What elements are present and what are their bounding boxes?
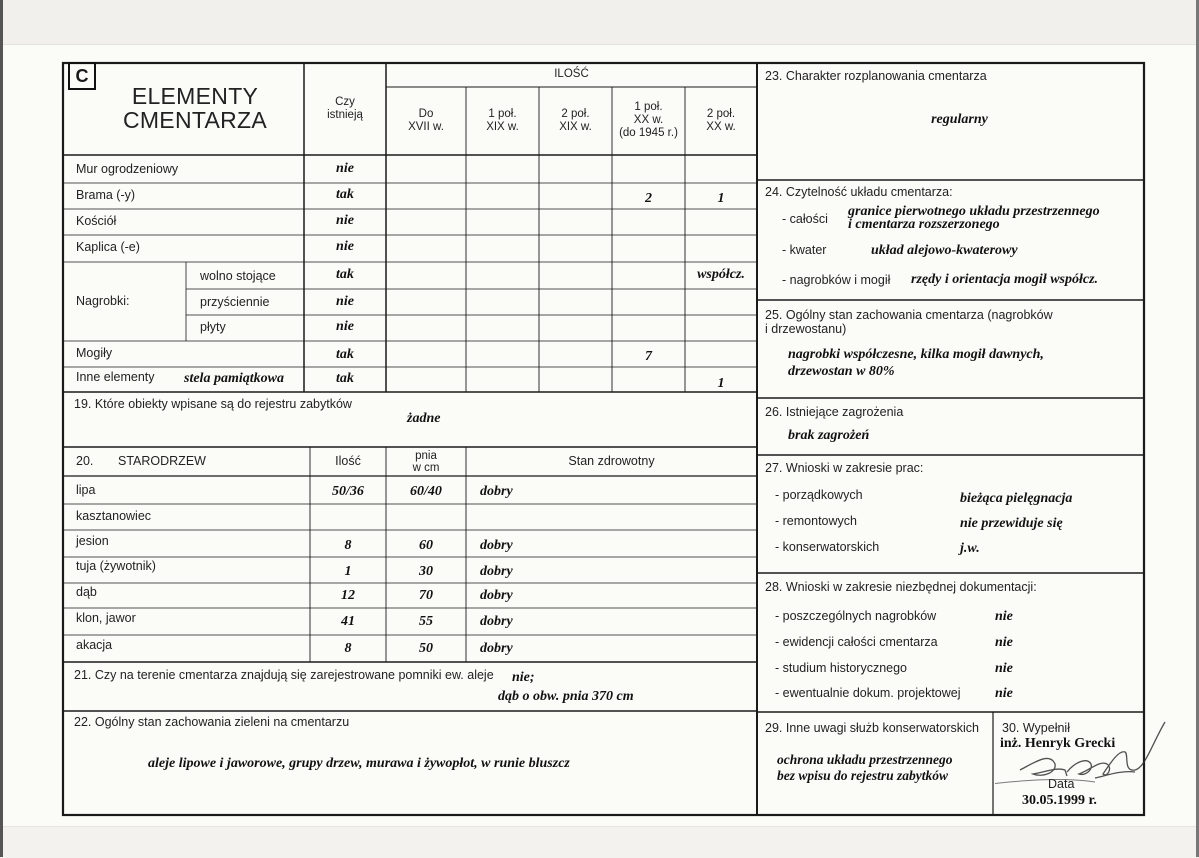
- s27-item-value: bieżąca pielęgnacja: [960, 491, 1073, 506]
- signature: [995, 712, 1175, 802]
- period-header-xix-1: 1 poł. XIX w.: [486, 108, 519, 134]
- tree-state: dobry: [480, 484, 513, 499]
- element-quantity-value: 7: [645, 349, 652, 364]
- s27-item-label: - remontowych: [775, 514, 857, 528]
- s27-item-label: - porządkowych: [775, 488, 863, 502]
- section-letter-box: C: [68, 62, 96, 90]
- exists-column-header: Czy istnieją: [327, 96, 363, 122]
- s22-label: 22. Ogólny stan zachowania zieleni na cmentarzu: [74, 715, 350, 729]
- s30-date-label: Data: [1048, 777, 1075, 791]
- s28-item-label: - ewidencji całości cmentarza: [775, 635, 938, 649]
- tree-qty: 1: [344, 564, 352, 579]
- other-element-note: stela pamiątkowa: [184, 371, 284, 386]
- s28-item-value: nie: [995, 635, 1013, 650]
- s24-item-label: - kwater: [782, 243, 827, 257]
- tree-qty: 8: [344, 641, 352, 656]
- s20-col-trunk: pnia w cm: [412, 450, 440, 474]
- s21-label: 21. Czy na terenie cmentarza znajdują się zarejestrowane pomniki ew. aleje: [74, 668, 494, 682]
- element-exists-value: nie: [336, 239, 354, 254]
- s27-label: 27. Wnioski w zakresie prac:: [765, 461, 924, 475]
- tree-trunk: 60/40: [410, 484, 442, 499]
- s24-item-value: granice pierwotnego układu przestrzennego i cmentarza rozszerzonego: [848, 204, 1100, 233]
- s20-col-state: Stan zdrowotny: [568, 454, 655, 468]
- tree-state: dobry: [480, 614, 513, 629]
- element-quantity-value: 1: [717, 191, 725, 206]
- period-header-xvii: Do XVII w.: [408, 108, 444, 134]
- s24-item-label: - całości: [782, 212, 828, 226]
- s28-item-label: - poszczególnych nagrobków: [775, 609, 937, 623]
- period-header-xx-1: 1 poł. XX w. (do 1945 r.): [619, 101, 678, 140]
- element-label: Kościół: [76, 214, 117, 228]
- s24-item-value: rzędy i orientacja mogił współcz.: [911, 272, 1099, 287]
- element-label: Brama (-y): [76, 188, 136, 202]
- s24-label: 24. Czytelność układu cmentarza:: [765, 185, 953, 199]
- period-header-xix-2: 2 poł. XIX w.: [559, 108, 592, 134]
- s23-value: regularny: [931, 112, 988, 127]
- s19-value: żadne: [407, 411, 441, 426]
- s28-item-value: nie: [995, 609, 1013, 624]
- tree-name: jesion: [76, 534, 109, 548]
- graves-type-label: płyty: [200, 320, 226, 334]
- tree-trunk: 60: [419, 538, 433, 553]
- element-label: Mogiły: [76, 346, 113, 360]
- graves-label: Nagrobki:: [76, 294, 130, 308]
- element-exists-value: tak: [336, 371, 354, 386]
- tree-name: klon, jawor: [76, 611, 136, 625]
- s24-item-label: - nagrobków i mogił: [782, 273, 891, 287]
- s30-name: inż. Henryk Grecki: [1000, 736, 1116, 751]
- tree-qty: 41: [341, 614, 355, 629]
- s28-item-value: nie: [995, 686, 1013, 701]
- s24-item-value: układ alejowo-kwaterowy: [871, 243, 1018, 258]
- element-exists-value: tak: [336, 187, 354, 202]
- s28-label: 28. Wnioski w zakresie niezbędnej dokumentacji:: [765, 580, 1037, 594]
- s20-col-qty: Ilość: [335, 454, 361, 468]
- graves-type-label: przyściennie: [200, 295, 270, 309]
- tree-state: dobry: [480, 564, 513, 579]
- s26-label: 26. Istniejące zagrożenia: [765, 405, 904, 419]
- tree-name: tuja (żywotnik): [76, 559, 156, 573]
- element-label: Kaplica (-e): [76, 240, 140, 254]
- s27-item-label: - konserwatorskich: [775, 540, 880, 554]
- tree-qty: 50/36: [332, 484, 364, 499]
- s21-value-line2: dąb o obw. pnia 370 cm: [498, 689, 634, 704]
- graves-exists-value: tak: [336, 267, 354, 282]
- element-label: Mur ogrodzeniowy: [76, 162, 179, 176]
- s23-label: 23. Charakter rozplanowania cmentarza: [765, 69, 987, 83]
- graves-exists-value: nie: [336, 294, 354, 309]
- element-exists-value: nie: [336, 213, 354, 228]
- s30-date: 30.05.1999 r.: [1022, 793, 1097, 808]
- tree-qty: 8: [344, 538, 352, 553]
- period-header-xx-2: 2 poł. XX w.: [706, 108, 736, 134]
- s28-item-value: nie: [995, 661, 1013, 676]
- element-exists-value: nie: [336, 161, 354, 176]
- tree-name: dąb: [76, 585, 97, 599]
- tree-qty: 12: [341, 588, 355, 603]
- tree-name: lipa: [76, 483, 96, 497]
- tree-trunk: 50: [419, 641, 433, 656]
- tree-name: akacja: [76, 638, 113, 652]
- element-exists-value: tak: [336, 347, 354, 362]
- s28-item-label: - ewentualnie dokum. projektowej: [775, 686, 961, 700]
- s21-value-line1: nie;: [512, 670, 535, 685]
- s22-value: aleje lipowe i jaworowe, grupy drzew, murawa i żywopłot, w runie bluszcz: [148, 756, 570, 771]
- quantity-column-header: ILOŚĆ: [554, 68, 589, 80]
- element-quantity-value: 2: [645, 191, 652, 206]
- s27-item-value: nie przewiduje się: [960, 516, 1063, 531]
- element-quantity-value: 1: [717, 376, 725, 391]
- tree-state: dobry: [480, 538, 513, 553]
- s27-item-value: j.w.: [960, 541, 980, 556]
- s20-number: 20.: [76, 454, 94, 468]
- section-title: ELEMENTY CMENTARZA: [122, 83, 268, 134]
- tree-trunk: 55: [419, 614, 433, 629]
- tree-trunk: 30: [419, 564, 433, 579]
- graves-type-label: wolno stojące: [200, 269, 276, 283]
- element-label: Inne elementy: [76, 370, 155, 384]
- tree-name: kasztanowiec: [76, 509, 152, 523]
- s28-item-label: - studium historycznego: [775, 661, 908, 675]
- s29-value: ochrona układu przestrzennego bez wpisu do rejestru zabytków: [777, 752, 953, 783]
- graves-quantity-value: współcz.: [697, 267, 745, 282]
- tree-state: dobry: [480, 641, 513, 656]
- s25-label: 25. Ogólny stan zachowania cmentarza (nagrobków i drzewostanu): [765, 308, 1053, 336]
- s26-value: brak zagrożeń: [788, 428, 870, 443]
- s25-value: nagrobki współczesne, kilka mogił dawnych, drzewostan w 80%: [788, 347, 1044, 379]
- s20-label: STARODRZEW: [118, 454, 206, 468]
- s29-label: 29. Inne uwagi służb konserwatorskich: [765, 721, 980, 735]
- tree-trunk: 70: [419, 588, 433, 603]
- tree-state: dobry: [480, 588, 513, 603]
- graves-exists-value: nie: [336, 319, 354, 334]
- s30-label: 30. Wypełnił: [1002, 721, 1070, 735]
- s19-label: 19. Które obiekty wpisane są do rejestru zabytków: [74, 397, 352, 411]
